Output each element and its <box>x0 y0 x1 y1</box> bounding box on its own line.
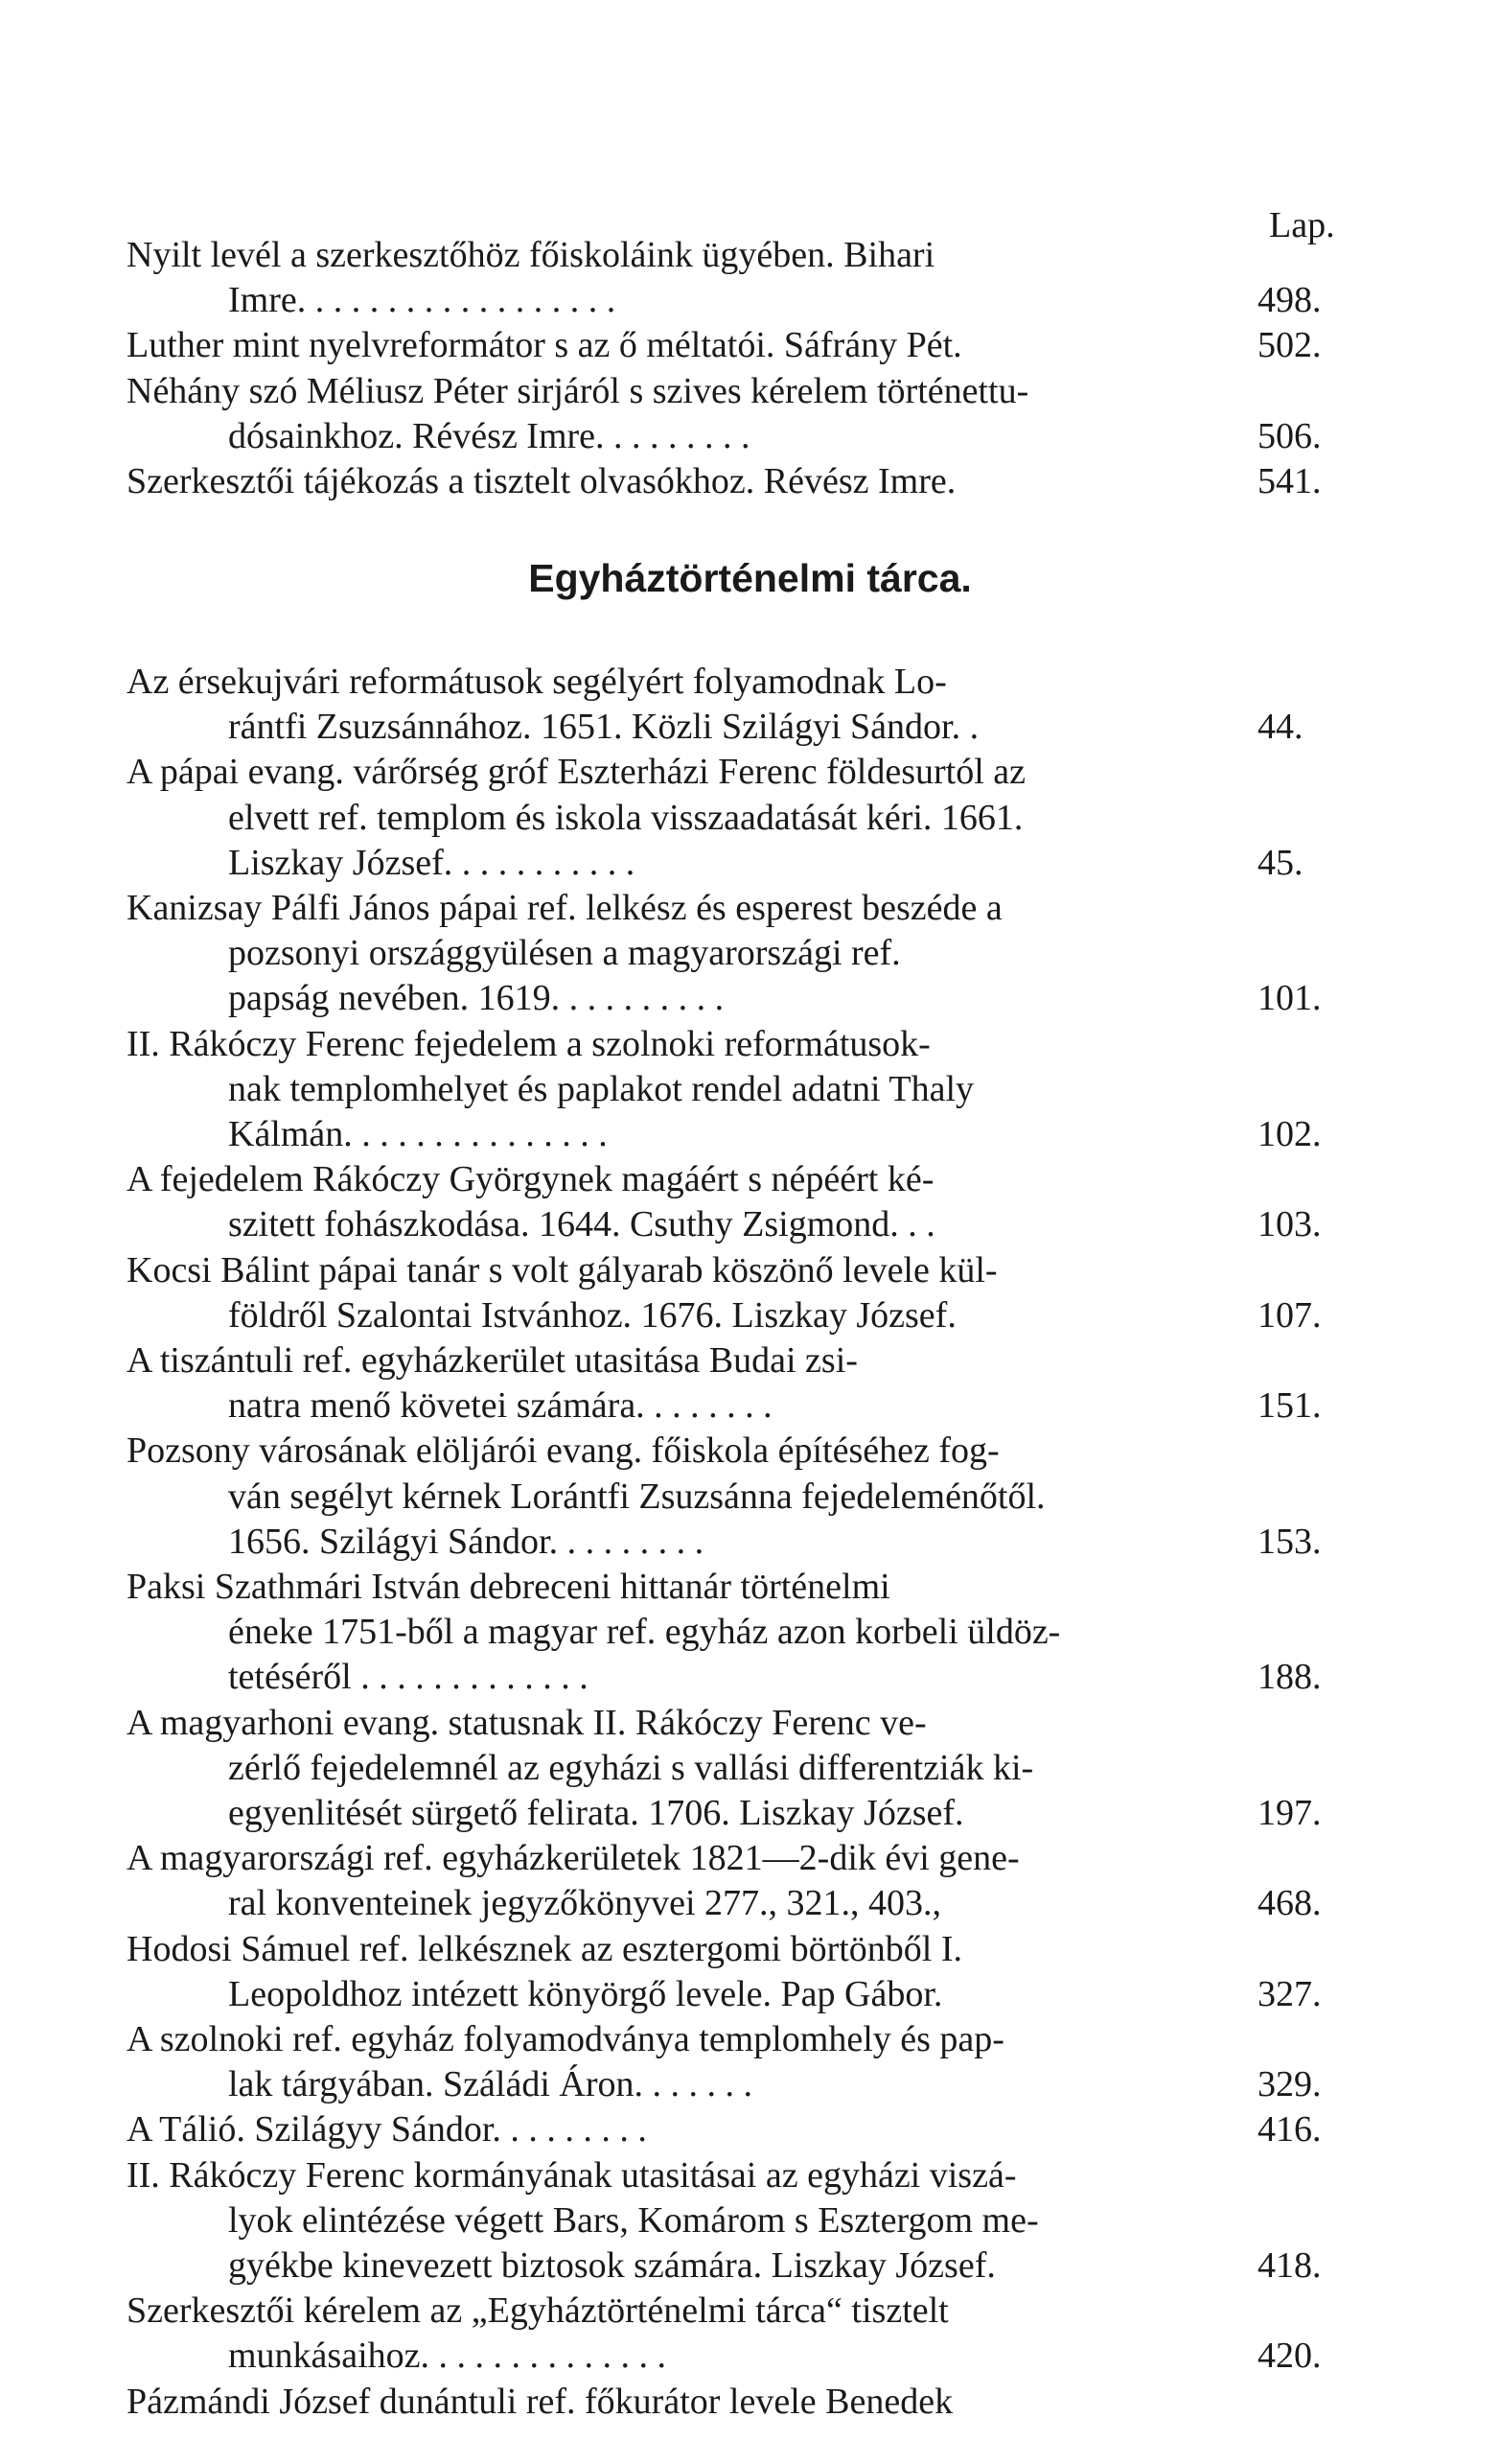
entry-page-number: 102. <box>1258 1113 1322 1154</box>
entry-text: Szerkesztői kérelem az „Egyháztörténelmi tárca“ tisztelt <box>127 2290 949 2332</box>
entry-line <box>228 930 1246 976</box>
entry-line <box>228 1066 1246 1112</box>
entry-line <box>228 1971 1246 2017</box>
entry-line <box>228 1654 1246 1700</box>
entry-page-number: 468. <box>1258 1883 1322 1924</box>
entry-text: A magyarhoni evang. statusnak II. Rákóczy Ferenc ve- <box>127 1702 927 1743</box>
entry-line <box>228 1519 1246 1565</box>
entry-text: pozsonyi országgyülésen a magyarországi ref. <box>228 933 901 974</box>
entry-page-number: 327. <box>1258 1973 1322 2014</box>
entry-text: Pozsony városának elöljárói evang. főiskola építéséhez fog- <box>127 1430 1000 1472</box>
entry-text: A Tálió. Szilágyy Sándor. . . . . . . . . <box>127 2109 647 2150</box>
entry-line <box>228 2197 1246 2243</box>
entry-page-number: 44. <box>1258 707 1304 748</box>
entry-text: II. Rákóczy Ferenc kormányának utasitásai az egyházi viszá- <box>127 2154 1017 2196</box>
entry-line <box>228 277 1246 323</box>
entry-text: nak templomhelyet és paplakot rendel adatni Thaly <box>228 1068 975 1109</box>
entry-line <box>127 2016 1246 2062</box>
entry-page-number: 418. <box>1258 2244 1322 2286</box>
entry-text: A pápai evang. várőrség gróf Eszterházi Ferenc földesurtól az <box>127 752 1026 793</box>
entry-text: papság nevében. 1619. . . . . . . . . . <box>228 978 725 1019</box>
entry-line <box>228 975 1246 1021</box>
entry-line <box>228 1609 1246 1655</box>
entry-page-number: 101. <box>1258 978 1322 1019</box>
entry-text: éneke 1751-ből a magyar ref. egyház azon korbeli üldöz- <box>228 1612 1061 1653</box>
entry-text: Imre. . . . . . . . . . . . . . . . . . <box>228 280 616 321</box>
entry-line <box>228 1745 1246 1791</box>
entry-line <box>127 1156 1246 1202</box>
entry-line <box>127 1564 1246 1610</box>
entry-text: elvett ref. templom és iskola visszaadatását kéri. 1661. <box>228 797 1024 838</box>
entry-text: II. Rákóczy Ferenc fejedelem a szolnoki reformátusok- <box>127 1023 931 1064</box>
entry-page-number: 103. <box>1258 1204 1322 1245</box>
entry-line <box>127 1835 1246 1881</box>
entry-text: zérlő fejedelemnél az egyházi s vallási differentziák ki- <box>228 1747 1034 1788</box>
entry-text: Liszkay József. . . . . . . . . . . <box>228 842 635 883</box>
entry-page-number: 420. <box>1258 2336 1322 2377</box>
entry-page-number: 188. <box>1258 1657 1322 1698</box>
entry-line <box>127 458 1246 504</box>
entry-text: Az érsekujvári reformátusok segélyért folyamodnak Lo- <box>127 662 947 702</box>
entry-text: földről Szalontai Istvánhoz. 1676. Liszkay József. <box>228 1294 957 1336</box>
entry-page-number: 153. <box>1258 1521 1322 1562</box>
entry-line <box>127 1926 1246 1972</box>
entry-page-number: 151. <box>1258 1385 1322 1427</box>
entry-text: A szolnoki ref. egyház folyamodványa templomhely és pap- <box>127 2019 1004 2059</box>
entry-line <box>127 1337 1246 1383</box>
entry-line <box>127 659 1246 705</box>
section-heading: Egyháztörténelmi tárca. <box>528 556 972 600</box>
entry-text: gyékbe kinevezett biztosok számára. Liszkay József. <box>228 2244 996 2286</box>
entry-line <box>127 2152 1246 2198</box>
entry-text: Luther mint nyelvreformátor s az ő méltatói. Sáfrány Pét. <box>127 325 962 366</box>
entry-page-number: 498. <box>1258 280 1322 321</box>
entry-page-number: 45. <box>1258 842 1304 883</box>
entry-text: Kocsi Bálint pápai tanár s volt gályarab köszönő levele kül- <box>127 1249 998 1290</box>
entry-line <box>228 413 1246 459</box>
entry-page-number: 502. <box>1258 325 1322 366</box>
entry-line <box>127 2106 1246 2152</box>
entry-text: dósainkhoz. Révész Imre. . . . . . . . . <box>228 415 750 456</box>
entry-line <box>127 2288 1246 2334</box>
entry-text: A fejedelem Rákóczy Györgynek magáért s népéért ké- <box>127 1159 935 1200</box>
entry-line <box>127 885 1246 931</box>
entry-line <box>127 2379 1246 2425</box>
entry-line <box>228 1201 1246 1247</box>
entry-text: Paksi Szathmári István debreceni hittanár történelmi <box>127 1567 890 1607</box>
entry-text: A tiszántuli ref. egyházkerület utasitása Budai zsi- <box>127 1340 858 1381</box>
entry-text: Szerkesztői tájékozás a tisztelt olvasókhoz. Révész Imre. <box>127 461 957 501</box>
entry-line <box>228 2243 1246 2289</box>
entry-text: Pázmándi József dunántuli ref. főkurátor levele Benedek <box>127 2381 954 2422</box>
entry-page-number: 506. <box>1258 415 1322 456</box>
entry-text: egyenlitését sürgető felirata. 1706. Liszkay József. <box>228 1792 964 1833</box>
entry-text: munkásaihoz. . . . . . . . . . . . . . <box>228 2336 667 2377</box>
entry-line <box>228 1474 1246 1520</box>
entry-text: natra menő követei számára. . . . . . . . <box>228 1385 773 1427</box>
entry-text: ral konventeinek jegyzőkönyvei 277., 321., 403., <box>228 1883 942 1924</box>
entry-text: 1656. Szilágyi Sándor. . . . . . . . . <box>228 1521 704 1562</box>
entry-line <box>228 704 1246 750</box>
entry-line <box>228 840 1246 886</box>
entry-text: lak tárgyában. Száládi Áron. . . . . . . <box>228 2064 752 2105</box>
entry-page-number: 416. <box>1258 2109 1322 2150</box>
entry-page-number: 541. <box>1258 461 1322 501</box>
entry-text: szitett fohászkodása. 1644. Csuthy Zsigmond. . . <box>228 1204 935 1245</box>
entry-line <box>228 1383 1246 1429</box>
entry-text: Néhány szó Méliusz Péter sirjáról s szives kérelem történettu- <box>127 370 1029 411</box>
entry-line <box>228 1292 1246 1338</box>
entry-text: Kálmán. . . . . . . . . . . . . . . <box>228 1113 608 1154</box>
entry-line <box>127 368 1246 414</box>
entry-line <box>127 1428 1246 1474</box>
entry-line <box>127 232 1246 278</box>
entry-text: tetéséről . . . . . . . . . . . . . <box>228 1657 588 1698</box>
entry-page-number: 107. <box>1258 1294 1322 1336</box>
entry-text: Hodosi Sámuel ref. lelkésznek az esztergomi börtönből I. <box>127 1928 962 1969</box>
entry-page-number: 197. <box>1258 1792 1322 1833</box>
entry-line <box>228 2061 1246 2107</box>
entry-text: Kanizsay Pálfi János pápai ref. lelkész és esperest beszéde a <box>127 888 1003 928</box>
page-column-header: Lap. <box>1269 205 1335 245</box>
entry-line <box>228 2333 1246 2379</box>
entry-text: lyok elintézése végett Bars, Komárom s Esztergom me- <box>228 2199 1039 2241</box>
entry-text: A magyarországi ref. egyházkerületek 1821—2-dik évi gene- <box>127 1838 1020 1879</box>
entry-text: Leopoldhoz intézett könyörgő levele. Pap Gábor. <box>228 1973 943 2014</box>
entry-line <box>228 795 1246 841</box>
entry-text: ván segélyt kérnek Lorántfi Zsuzsánna fejedeleménőtől. <box>228 1476 1046 1517</box>
entry-page-number: 329. <box>1258 2064 1322 2105</box>
entry-line <box>127 322 1246 368</box>
entry-line <box>127 749 1246 795</box>
entry-text: Nyilt levél a szerkesztőhöz főiskoláink ügyében. Bihari <box>127 235 935 275</box>
entry-line <box>127 1700 1246 1746</box>
entry-text: rántfi Zsuzsánnához. 1651. Közli Szilágyi Sándor. . <box>228 707 980 748</box>
entry-line <box>228 1111 1246 1157</box>
entry-line <box>228 1790 1246 1836</box>
entry-line <box>127 1247 1246 1293</box>
entry-line <box>127 1021 1246 1067</box>
entry-line <box>228 1880 1246 1926</box>
